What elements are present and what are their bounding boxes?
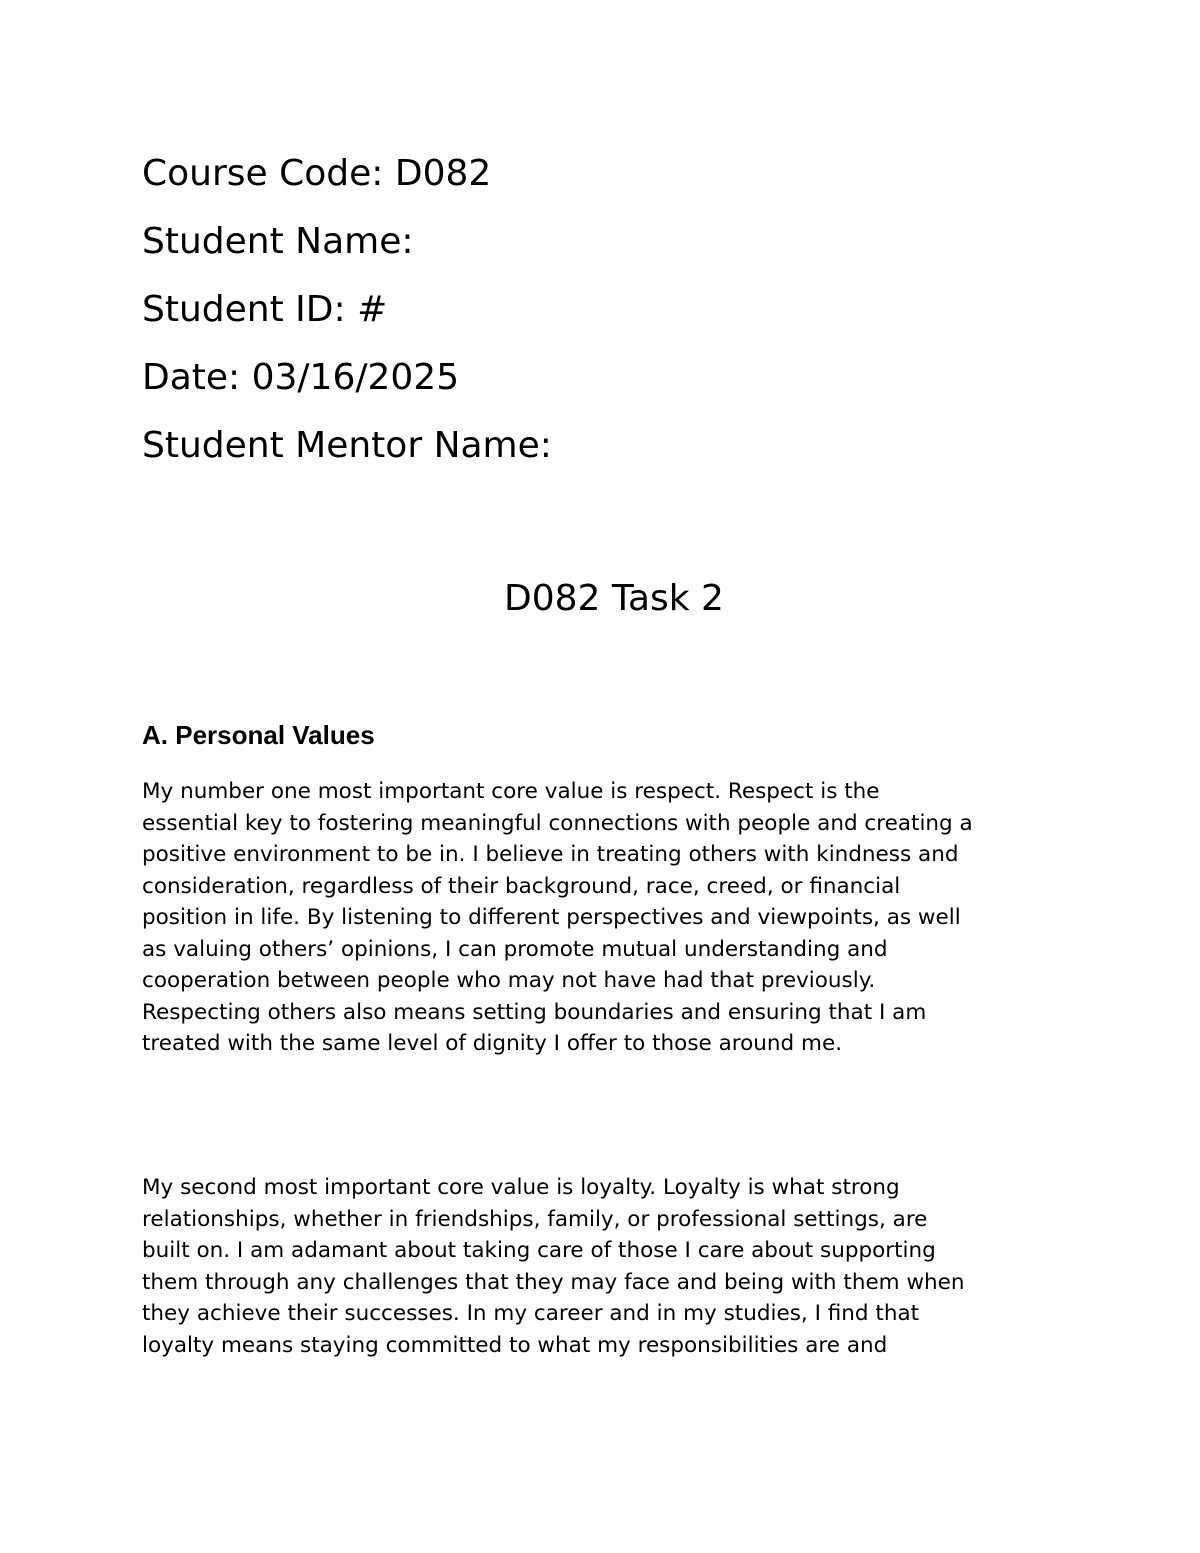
paragraph-respect [142,776,1102,1060]
student-id-line: Student ID: # [142,289,388,330]
paragraph-line: loyalty means staying committed to what my responsibilities are and [142,1332,888,1358]
paragraph-line: treated with the same level of dignity I offer to those around me. [142,1031,843,1056]
paragraph-line: cooperation between people who may not have had that previously. [142,968,876,993]
paragraph-line: Respecting others also means setting boundaries and ensuring that I am [142,999,927,1025]
paragraph-line: built on. I am adamant about taking care of those I care about supporting [142,1238,936,1263]
paragraph-line: as valuing others’ opinions, I can promote mutual understanding and [142,936,888,962]
paragraph-line: position in life. By listening to different perspectives and viewpoints, as well [142,905,961,930]
paragraph-line: My number one most important core value is respect. Respect is the [142,779,880,804]
section-heading: A. Personal Values [142,720,375,750]
course-code-line: Course Code: D082 [142,153,492,194]
paragraph-line: they achieve their successes. In my career and in my studies, I find that [142,1301,920,1326]
student-name-line: Student Name: [142,221,414,262]
paragraph-line: them through any challenges that they may face and being with them when [142,1269,965,1295]
mentor-name-line: Student Mentor Name: [142,425,552,466]
paragraph-line: essential key to fostering meaningful connections with people and creating a [142,810,973,836]
paragraph-line: relationships, whether in friendships, family, or professional settings, are [142,1206,928,1232]
header-block [142,140,1042,480]
date-line: Date: 03/16/2025 [142,357,460,398]
paragraph-line: positive environment to be in. I believe in treating others with kindness and [142,842,959,867]
paragraph-line: My second most important core value is loyalty. Loyalty is what strong [142,1175,900,1200]
paragraph-loyalty [142,1172,1102,1361]
paragraph-line: consideration, regardless of their background, race, creed, or financial [142,873,901,899]
document-title: D082 Task 2 [504,578,724,619]
